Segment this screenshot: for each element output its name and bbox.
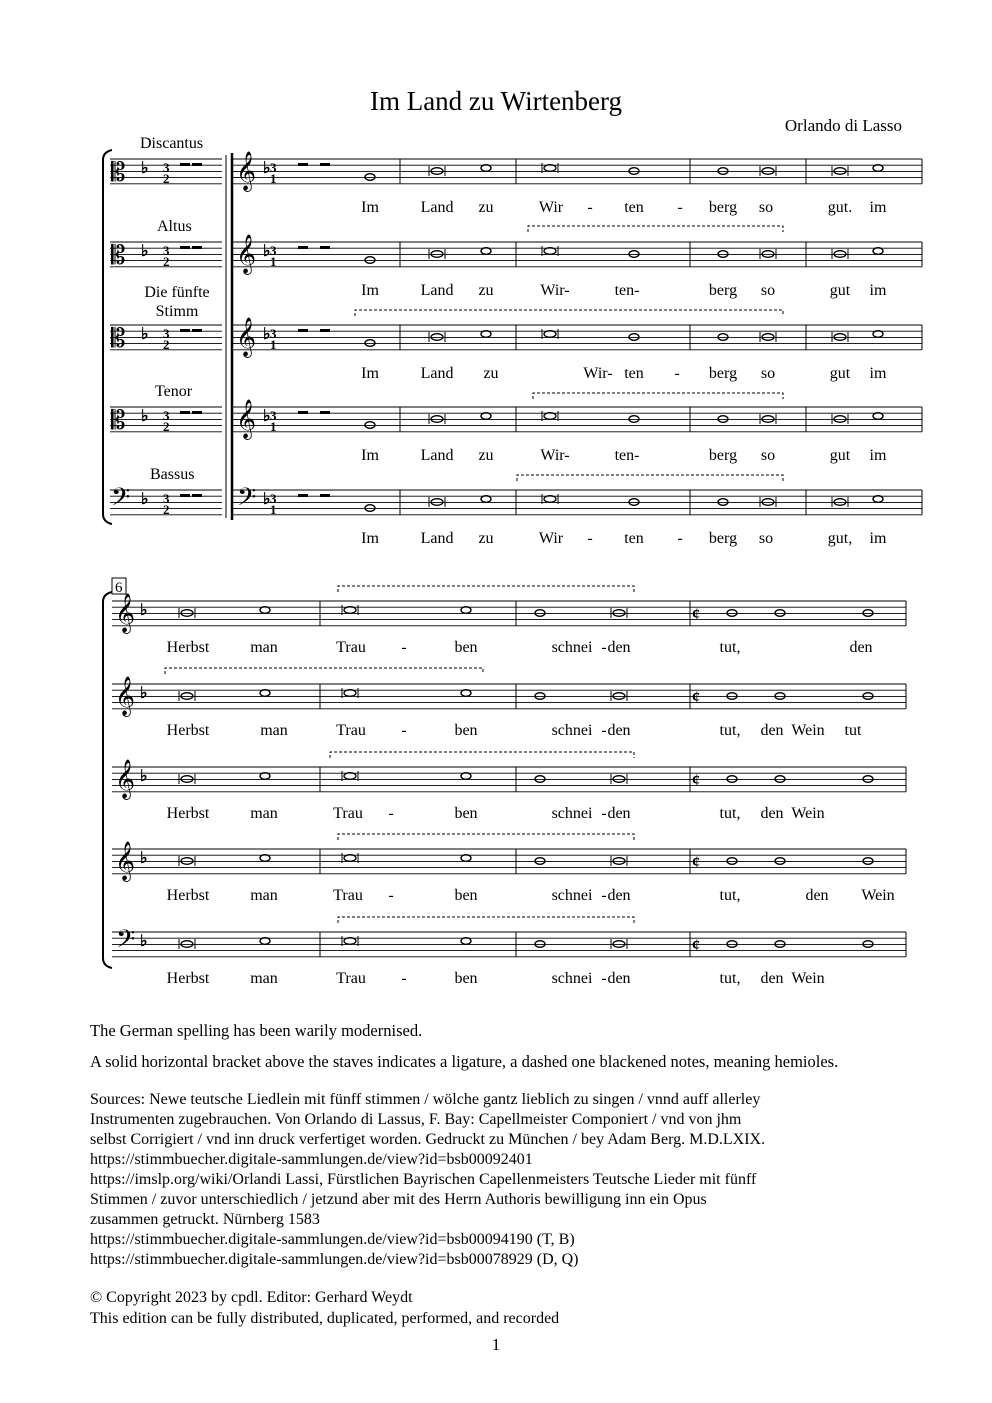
lyric-syllable: ten — [624, 530, 644, 547]
lyric-syllable: - — [401, 639, 407, 656]
whole-note — [873, 496, 883, 503]
breve-note — [544, 165, 556, 172]
lyric-syllable: berg — [708, 530, 738, 547]
whole-note — [481, 165, 491, 172]
lyric-syllable: - — [601, 639, 607, 656]
whole-note — [873, 165, 883, 172]
lyric-syllable: - — [388, 887, 394, 904]
treble-clef-icon: 𝄞 — [115, 676, 136, 716]
time-signature-number: 2 — [163, 337, 170, 352]
lyric-syllable: zu — [483, 365, 499, 382]
lyric-syllable: - — [677, 530, 683, 547]
rest — [320, 411, 330, 414]
c-clef-icon: 𝄡 — [111, 324, 126, 354]
time-signature-number: 3 — [163, 408, 170, 423]
lyric-syllable: im — [869, 282, 887, 299]
lyric-syllable: gut — [829, 365, 851, 382]
lyric-syllable: Herbst — [166, 970, 210, 987]
lyric-syllable: ben — [454, 805, 478, 822]
lyric-syllable: den — [607, 887, 631, 904]
whole-note — [365, 257, 375, 264]
lyric-syllable: den — [607, 805, 631, 822]
lyric-syllable: - — [677, 199, 683, 216]
lyric-syllable: - — [388, 805, 394, 822]
whole-note — [481, 413, 491, 420]
editorial-note-brackets: A solid horizontal bracket above the staves indicates a ligature, a dashed one blackened notes, meaning hemioles. — [90, 1052, 839, 1071]
flat-icon: ♭ — [140, 685, 148, 702]
time-signature-number: 3 — [163, 491, 170, 506]
lyric-syllable: - — [601, 970, 607, 987]
lyric-syllable: ben — [454, 639, 478, 656]
lyric-syllable: ten- — [614, 282, 640, 299]
flat-icon: ♭ — [141, 408, 149, 425]
whole-note — [260, 773, 270, 780]
whole-note — [461, 855, 471, 862]
flat-icon: ♭ — [140, 850, 148, 867]
lyric-syllable: gut — [829, 447, 851, 464]
lyric-syllable: ten — [624, 199, 644, 216]
time-signature-number: 3 — [270, 326, 277, 341]
lyric-syllable: ben — [454, 887, 478, 904]
flat-icon: ♭ — [140, 768, 148, 785]
whole-note — [365, 174, 375, 181]
lyric-syllable: im — [869, 447, 887, 464]
lyric-syllable: Land — [420, 530, 454, 547]
rest — [320, 163, 330, 166]
lyric-syllable: - — [601, 805, 607, 822]
treble-clef-icon: 𝄞 — [236, 151, 257, 191]
source-line: https://imslp.org/wiki/Orlandi Lassi, Fürstlichen Bayrischen Capellenmeisters Teutsche Lieder mit fünff — [90, 1171, 757, 1188]
whole-note — [481, 248, 491, 255]
page-number: 1 — [491, 1335, 501, 1354]
breve-note — [544, 413, 556, 420]
time-signature-number: 3 — [270, 243, 277, 258]
source-line: https://stimmbuecher.digitale-sammlungen.de/view?id=bsb00094190 (T, B) — [90, 1231, 575, 1248]
whole-note — [873, 413, 883, 420]
whole-note — [461, 690, 471, 697]
rest — [180, 163, 190, 166]
lyric-syllable: berg — [708, 447, 738, 464]
time-signature-number: 1 — [270, 502, 277, 517]
hemiola-bracket — [528, 226, 783, 232]
lyric-syllable: Herbst — [166, 887, 210, 904]
lyric-syllable: ten — [624, 365, 644, 382]
staff-lines — [103, 150, 922, 968]
c-clef-icon: 𝄡 — [111, 406, 126, 436]
whole-note — [260, 855, 270, 862]
measure-number: 6 — [115, 580, 123, 596]
rest — [192, 494, 202, 497]
rest — [320, 494, 330, 497]
lyric-syllable: ten- — [614, 447, 640, 464]
rest — [192, 329, 202, 332]
lyric-syllable: Trau — [333, 887, 363, 904]
part-label-bassus: Bassus — [150, 466, 195, 483]
time-signature-number: 3 — [163, 243, 170, 258]
lyric-syllable: tut — [844, 722, 862, 739]
lyric-syllable: den — [607, 970, 631, 987]
breve-note — [544, 496, 556, 503]
rest — [180, 411, 190, 414]
whole-note — [481, 331, 491, 338]
time-signature-number: 2 — [163, 419, 170, 434]
lyric-syllable: man — [250, 805, 278, 822]
time-signature-number: 1 — [270, 254, 277, 269]
lyric-syllable: im — [869, 530, 887, 547]
lyric-syllable: ben — [454, 722, 478, 739]
lyric-syllable: Wir — [538, 530, 564, 547]
whole-note — [873, 248, 883, 255]
lyric-syllable: Wein — [861, 887, 895, 904]
lyric-syllable: Herbst — [166, 639, 210, 656]
time-signature-number: 3 — [163, 160, 170, 175]
lyric-syllable: - — [587, 199, 593, 216]
rest — [298, 246, 308, 249]
hemiola-bracket — [338, 834, 634, 840]
rest — [192, 246, 202, 249]
treble-clef-icon: 𝄞 — [236, 234, 257, 274]
whole-note — [461, 938, 471, 945]
time-signature-number: 2 — [163, 171, 170, 186]
lyric-syllable: man — [250, 887, 278, 904]
lyric-syllable: berg — [708, 282, 738, 299]
time-signature-number: 1 — [270, 171, 277, 186]
hemiola-bracket — [517, 475, 783, 481]
time-signature-number: 3 — [270, 408, 277, 423]
lyric-syllable: tut, — [719, 970, 741, 987]
lyric-syllable: Trau — [333, 805, 363, 822]
lyric-syllable: - — [601, 722, 607, 739]
copyright-block — [90, 1287, 559, 1329]
lyric-syllable: schnei — [551, 722, 593, 739]
lyric-syllable: - — [401, 722, 407, 739]
lyric-syllable: den — [760, 970, 784, 987]
lyric-syllable: - — [587, 530, 593, 547]
rest — [180, 494, 190, 497]
source-line: zusammen getruckt. Nürnberg 1583 — [90, 1211, 320, 1228]
lyric-syllable: den — [849, 639, 873, 656]
lyric-syllable: gut. — [827, 199, 853, 216]
time-signature-number: 2 — [163, 254, 170, 269]
composer-name: Orlando di Lasso — [784, 116, 902, 135]
lyric-syllable: man — [260, 722, 288, 739]
flat-icon: ♭ — [141, 160, 149, 177]
lyric-syllable: - — [674, 365, 680, 382]
rest — [180, 246, 190, 249]
lyric-syllable: Land — [420, 282, 454, 299]
rest — [298, 329, 308, 332]
hemiola-bracket — [338, 917, 634, 923]
lyric-syllable: tut, — [719, 805, 741, 822]
lyric-syllable: den — [607, 722, 631, 739]
lyric-syllable: man — [250, 970, 278, 987]
lyric-syllable: schnei — [551, 639, 593, 656]
whole-note — [365, 505, 375, 512]
lyric-syllable: so — [760, 365, 776, 382]
flat-icon: ♭ — [263, 326, 271, 343]
source-line: Stimmen / zuvor unterschiedlich / jetzund aber mit des Herrn Authoris bewilligung inn ein Opus — [90, 1191, 707, 1208]
bass-clef-icon: 𝄢 — [111, 483, 131, 518]
time-signature-number: 3 — [163, 326, 170, 341]
source-line: Instrumenten zugebrauchen. Von Orlando di Lassus, F. Bay: Capellmeister Componiert / vnd von jhm — [90, 1111, 742, 1128]
lyric-syllable: gut, — [827, 530, 853, 547]
flat-icon: ♭ — [141, 243, 149, 260]
lyric-syllable: gut — [829, 282, 851, 299]
lyric-syllable: Land — [420, 365, 454, 382]
lyric-syllable: Wir- — [583, 365, 613, 382]
cut-time-icon: ¢ — [692, 854, 700, 871]
part-label-discantus: Discantus — [140, 135, 204, 152]
breve-note — [344, 773, 356, 780]
sources-block — [90, 1090, 910, 1270]
lyric-syllable: im — [869, 199, 887, 216]
lyric-syllable: - — [401, 970, 407, 987]
lyric-syllable: Im — [361, 199, 379, 216]
whole-note — [481, 496, 491, 503]
lyric-syllable: Wir- — [540, 447, 570, 464]
flat-icon: ♭ — [263, 160, 271, 177]
hemiola-bracket — [355, 310, 783, 316]
lyric-syllable: im — [869, 365, 887, 382]
time-signature-number: 3 — [270, 160, 277, 175]
lyric-syllable: Herbst — [166, 805, 210, 822]
lyric-syllable: berg — [708, 365, 738, 382]
part-label-tenor: Tenor — [155, 383, 193, 400]
lyric-syllable: den — [805, 887, 829, 904]
lyric-syllable: Wein — [791, 805, 825, 822]
lyric-syllable: den — [760, 722, 784, 739]
lyric-syllable: zu — [478, 447, 494, 464]
lyric-syllable: Herbst — [166, 722, 210, 739]
breve-note — [344, 607, 356, 614]
lyric-syllable: so — [760, 282, 776, 299]
system-brace — [103, 592, 112, 968]
whole-note — [461, 607, 471, 614]
lyric-syllable: tut, — [719, 887, 741, 904]
whole-note — [260, 938, 270, 945]
breve-note — [544, 248, 556, 255]
rest — [192, 411, 202, 414]
source-line: selbst Corrigiert / vnd inn druck verfertiget worden. Gedruckt zu München / bey Adam Berg. M.D.LXIX. — [90, 1131, 766, 1148]
whole-note — [873, 331, 883, 338]
lyric-syllable: schnei — [551, 805, 593, 822]
lyric-syllable: man — [250, 639, 278, 656]
whole-note — [260, 607, 270, 614]
lyric-syllable: ben — [454, 970, 478, 987]
lyric-syllable: so — [758, 530, 774, 547]
flat-icon: ♭ — [141, 326, 149, 343]
page-title: Im Land zu Wirtenberg — [369, 86, 623, 116]
rest — [298, 411, 308, 414]
treble-clef-icon: 𝄞 — [115, 759, 136, 799]
lyric-syllable: so — [760, 447, 776, 464]
flat-icon: ♭ — [263, 491, 271, 508]
cut-time-icon: ¢ — [692, 606, 700, 623]
lyric-syllable: berg — [708, 199, 738, 216]
part-label-altus: Altus — [157, 218, 192, 235]
lyric-syllable: Wein — [791, 722, 825, 739]
lyric-syllable: schnei — [551, 887, 593, 904]
lyric-syllable: Im — [361, 530, 379, 547]
c-clef-icon: 𝄡 — [111, 158, 126, 188]
lyric-syllable: Land — [420, 199, 454, 216]
rest — [320, 246, 330, 249]
lyric-syllable: Im — [361, 447, 379, 464]
time-signature-number: 3 — [270, 491, 277, 506]
source-line: Sources: Newe teutsche Liedlein mit fünff stimmen / wölche gantz lieblich zu singen / vnnd auff allerley — [90, 1091, 761, 1108]
lyric-syllable: Trau — [336, 722, 366, 739]
rest — [298, 163, 308, 166]
flat-icon: ♭ — [140, 933, 148, 950]
cut-time-icon: ¢ — [692, 937, 700, 954]
c-clef-icon: 𝄡 — [111, 241, 126, 271]
cut-time-icon: ¢ — [692, 689, 700, 706]
editorial-note-spelling: The German spelling has been warily modernised. — [90, 1021, 423, 1040]
rest — [192, 163, 202, 166]
time-signature-number: 2 — [163, 502, 170, 517]
breve-note — [344, 855, 356, 862]
lyric-syllable: Wir — [538, 199, 564, 216]
rest — [180, 329, 190, 332]
whole-note — [461, 773, 471, 780]
license-line: This edition can be fully distributed, duplicated, performed, and recorded — [90, 1310, 560, 1327]
lyric-syllable: schnei — [551, 970, 593, 987]
lyric-syllable: den — [607, 639, 631, 656]
flat-icon: ♭ — [263, 408, 271, 425]
part-label-quinta: Die fünfte Stimm — [144, 284, 210, 320]
lyric-syllable: Trau — [336, 970, 366, 987]
lyric-syllable: Wir- — [540, 282, 570, 299]
lyric-syllable: so — [758, 199, 774, 216]
breve-note — [344, 690, 356, 697]
flat-icon: ♭ — [140, 602, 148, 619]
flat-icon: ♭ — [263, 243, 271, 260]
breve-note — [344, 938, 356, 945]
bass-clef-icon: 𝄢 — [237, 483, 257, 518]
lyric-syllable: Land — [420, 447, 454, 464]
lyric-syllable: zu — [478, 530, 494, 547]
lyric-syllable: Im — [361, 282, 379, 299]
time-signature-number: 1 — [270, 337, 277, 352]
treble-clef-icon: 𝄞 — [236, 399, 257, 439]
lyric-syllable: Trau — [336, 639, 366, 656]
time-signature-number: 1 — [270, 419, 277, 434]
breve-note — [544, 331, 556, 338]
notes-layer — [111, 151, 883, 960]
lyric-syllable: zu — [478, 282, 494, 299]
lyric-syllable: den — [760, 805, 784, 822]
cut-time-icon: ¢ — [692, 772, 700, 789]
hemiola-bracket — [330, 752, 634, 758]
whole-note — [260, 690, 270, 697]
hemiola-bracket — [533, 393, 783, 399]
lyric-syllable: tut, — [719, 639, 741, 656]
bass-clef-icon: 𝄢 — [116, 925, 136, 960]
treble-clef-icon: 𝄞 — [115, 841, 136, 881]
source-line: https://stimmbuecher.digitale-sammlungen.de/view?id=bsb00078929 (D, Q) — [90, 1251, 579, 1268]
rest — [298, 494, 308, 497]
lyric-syllable: - — [601, 887, 607, 904]
rest — [320, 329, 330, 332]
lyric-syllable: zu — [478, 199, 494, 216]
treble-clef-icon: 𝄞 — [236, 317, 257, 357]
lyric-syllable: Wein — [791, 970, 825, 987]
copyright-line: © Copyright 2023 by cpdl. Editor: Gerhard Weydt — [90, 1289, 413, 1306]
whole-note — [365, 340, 375, 347]
flat-icon: ♭ — [141, 491, 149, 508]
hemiola-bracket — [338, 586, 634, 592]
hemiola-bracket — [165, 668, 483, 674]
lyric-syllable: tut, — [719, 722, 741, 739]
treble-clef-icon: 𝄞 — [115, 593, 136, 633]
whole-note — [365, 422, 375, 429]
lyric-syllable: Im — [361, 365, 379, 382]
source-line: https://stimmbuecher.digitale-sammlungen.de/view?id=bsb00092401 — [90, 1151, 533, 1168]
